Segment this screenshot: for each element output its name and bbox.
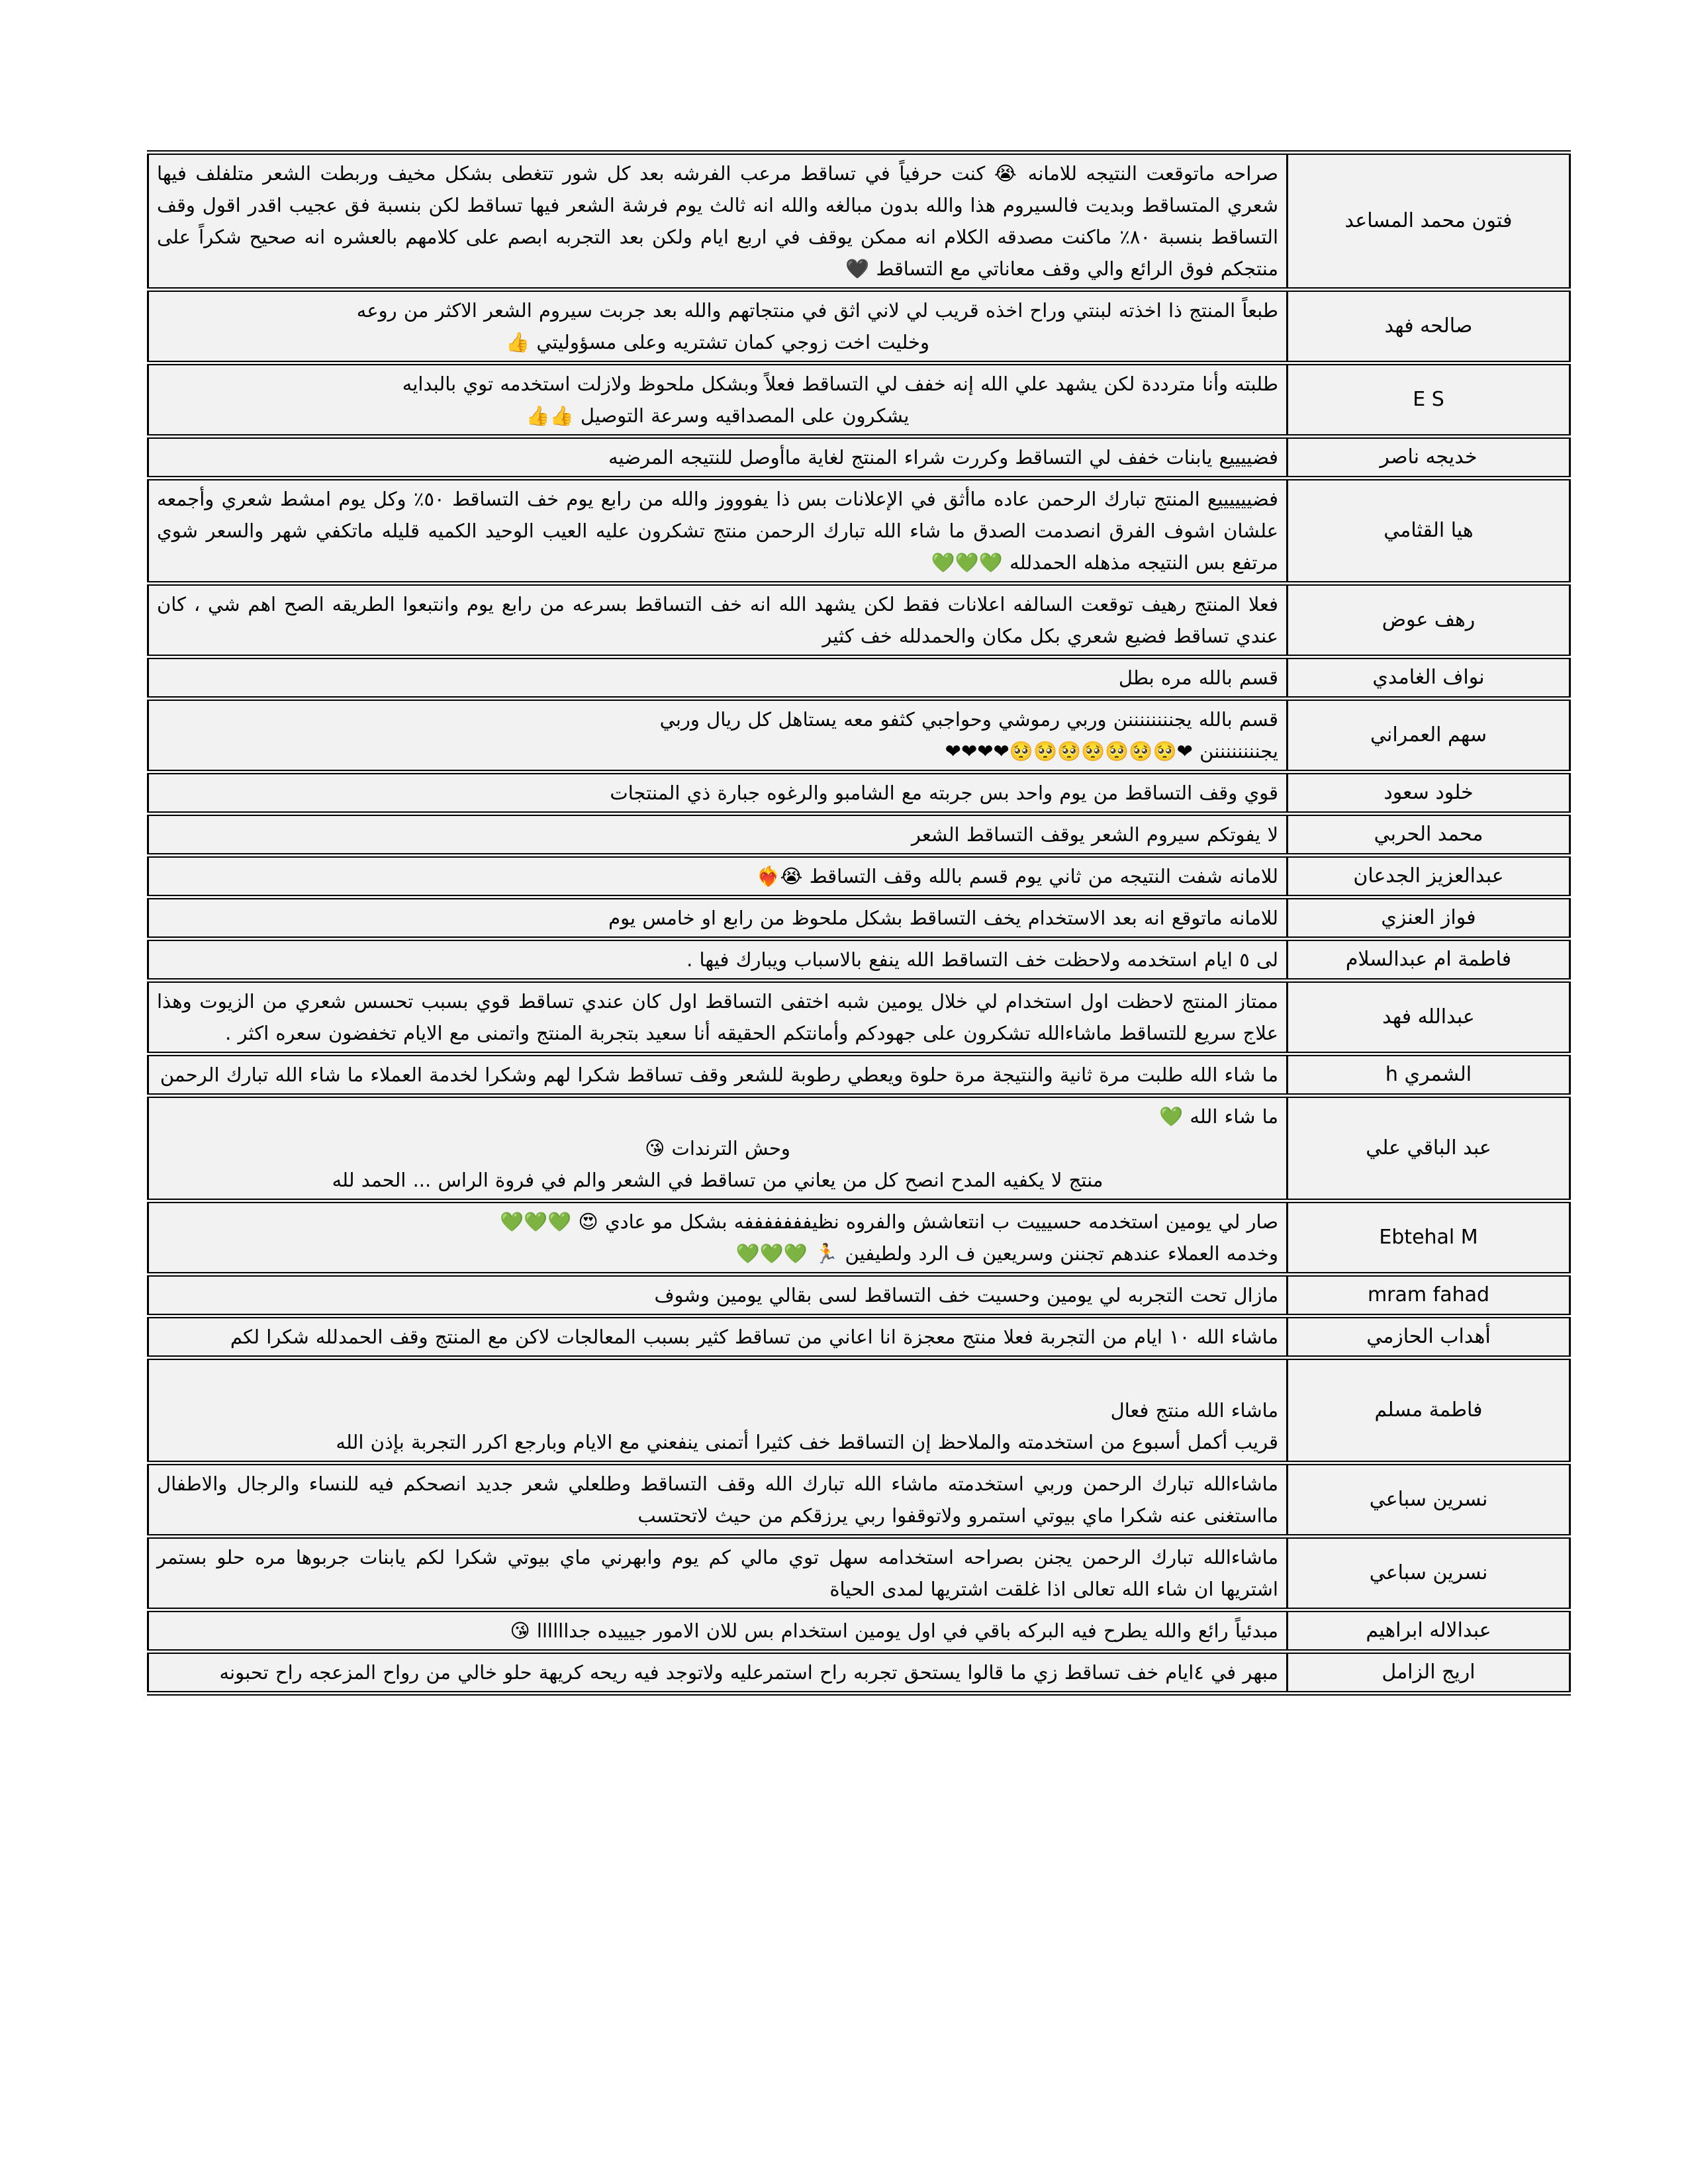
review-text-cell [148,814,1288,856]
reviewer-name-cell: عبدالعزيز الجدعان [1288,856,1570,897]
table-row [148,437,1570,478]
review-text-cell [148,699,1288,772]
reviewer-name-cell: رهف عوض [1288,584,1570,657]
review-line: وخدمه العملاء عندهم تجننن وسريعين ف الرد ولطيفين 🏃 💚💚💚 [735,1242,1278,1265]
table-row [148,1201,1570,1275]
review-text-cell [148,584,1288,657]
review-line: للامانه ماتوقع انه بعد الاستخدام يخف التساقط بشكل ملحوظ من رابع او خامس يوم [608,907,1278,929]
review-text-cell [148,1201,1288,1275]
reviewer-name-cell: mram fahad [1288,1275,1570,1316]
review-line: ماشاء الله ١٠ ايام من التجربة فعلا منتج معجزة انا اعاني من تساقط كثير بسبب المعالجات لاكن مع المنتج وقف الحمدلله شكرا لكم [230,1326,1278,1348]
review-line: يجننننننننن ❤🥺🥺🥺🥺🥺🥺🥺❤❤❤❤ [945,740,1278,762]
table-row [148,981,1570,1054]
reviewer-name-cell: خلود سعود [1288,772,1570,814]
review-line: قريب أكمل أسبوع من استخدمته والملاحظ إن التساقط خف كثيرا أتمنى ينفعني مع الايام وبارجع اكرر التجربة بإذن الله [336,1431,1278,1453]
table-row [148,856,1570,897]
review-text-cell [148,897,1288,939]
review-line: وخليت اخت زوجي كمان تشتريه وعلى مسؤوليتي 👍 [506,331,929,353]
reviewer-name-cell: عبدالله فهد [1288,981,1570,1054]
reviewer-name-cell: فاطمة ام عبدالسلام [1288,939,1570,981]
review-text-cell [148,1463,1288,1537]
reviewer-name-cell: فاطمة مسلم [1288,1358,1570,1463]
table-row [148,478,1570,584]
review-line: يشكرون على المصداقيه وسرعة التوصيل 👍👍 [526,404,910,427]
reviewer-name-cell: هيا القثامي [1288,478,1570,584]
table-row [148,1316,1570,1358]
review-text-cell [148,1096,1288,1201]
reviewer-name-cell: عبد الباقي علي [1288,1096,1570,1201]
reviewer-name-cell: أهداب الحازمي [1288,1316,1570,1358]
review-line: طلبته وأنا مترددة لكن يشهد علي الله إنه خفف لي التساقط فعلاً وبشكل ملحوظ ولازلت استخدمه توي بالبدايه [402,373,1278,395]
review-text-cell [148,1316,1288,1358]
review-line: ما شاء الله 💚 [1159,1105,1278,1128]
review-text-cell [148,981,1288,1054]
table-row [148,1652,1570,1694]
table-row [148,1096,1570,1201]
review-line: ممتاز المنتج لاحظت اول استخدام لي خلال يومين شبه اختفى التساقط اول كان عندي تساقط قوي بسبب تحسس شعري من الزيوت وهذا علاج سريع للتساقط ماشاءالله تشكرون على جهودكم وأمانتكم الحقيقه أنا سعيد بتجربة المنتج واتمنى مع الايام تخفضون سعره اكثر . [157,990,1278,1044]
table-row [148,1463,1570,1537]
review-line: مازال تحت التجربه لي يومين وحسيت خف التساقط لسى بقالي يومين وشوف [654,1284,1278,1306]
table-row [148,290,1570,363]
review-line: ما شاء الله طلبت مرة ثانية والنتيجة مرة حلوة ويعطي رطوبة للشعر وقف تساقط شكرا لهم وشكرا لخدمة العملاء ما شاء الله تبارك الرحمن [160,1064,1278,1086]
table-row [148,699,1570,772]
table-row [148,584,1570,657]
review-line: للامانه شفت النتيجه من ثاني يوم قسم بالله وقف التساقط 😭❤️‍🔥 [756,865,1278,887]
table-row [148,897,1570,939]
review-line: لى ٥ ايام استخدمه ولاحظت خف التساقط الله ينفع بالاسباب ويبارك فيها . [686,948,1278,971]
reviewer-name-cell: صالحه فهد [1288,290,1570,363]
reviewer-name-cell: نواف الغامدي [1288,657,1570,699]
reviews-table-body [148,153,1570,1694]
review-line: منتج لا يكفيه المدح انصح كل من يعاني من تساقط في الشعر والم في فروة الراس ... الحمد لله [332,1169,1103,1191]
table-row [148,1054,1570,1096]
table-row [148,363,1570,437]
table-row [148,772,1570,814]
review-line: قسم بالله مره بطل [1118,666,1278,689]
review-line: لا يفوتكم سيروم الشعر يوقف التساقط الشعر [911,823,1278,846]
reviewer-name-cell: اريج الزامل [1288,1652,1570,1694]
review-line: قسم بالله يجننننننننن وربي رموشي وحواجبي كثفو معه يستاهل كل ريال وربي [659,708,1278,731]
review-line: طبعاً المنتج ذا اخذته لبنتي وراح اخذه قريب لي لاني اثق في منتجاتهم والله بعد جربت سيروم الشعر الاكثر من روعه [356,299,1278,322]
review-line: فعلا المنتج رهيف توقعت السالفه اعلانات فقط لكن يشهد الله انه خف التساقط بسرعه من رابع يوم وانتبعوا الطريقه الصح اهم شي ، كان عندي تساقط فضيع شعري بكل مكان والحمدلله خف كثير [157,593,1278,647]
reviewer-name-cell: سهم العمراني [1288,699,1570,772]
review-line: صراحه ماتوقعت النتيجه للامانه 😭 كنت حرفياً في تساقط مرعب الفرشه بعد كل شور تتغطى بشكل مخيف وربطت الشعر متلفلف فيها شعري المتساقط وبديت فالسيروم هذا والله بدون مبالغه والله انه ثالث يوم فرشة الشعر فيها تساقط لكن بنسبة فق عجيب اقدر اقول وقف التساقط بنسبة ٨٠٪ ماكنت مصدقه الكلام انه ممكن يوقف في اربع ايام ولكن بعد التجربه ابصم على كلامهم بالعشره انه صحيح شكراً على منتجكم فوق الرائع والي وقف معاناتي مع التساقط 🖤 [157,162,1278,280]
reviewer-name-cell: فتون محمد المساعد [1288,153,1570,290]
review-text-cell [148,657,1288,699]
review-text-cell [148,1610,1288,1652]
review-line: ماشاء الله منتج فعال [1110,1399,1278,1422]
review-line: قوي وقف التساقط من يوم واحد بس جربته مع الشامبو والرغوه جبارة ذي المنتجات [610,782,1278,804]
reviewer-name-cell: Ebtehal M [1288,1201,1570,1275]
review-line: ماشاءالله تبارك الرحمن وربي استخدمته ماشاء الله تبارك الله وقف التساقط وطلعلي شعر جديد انصحكم فيه للنساء والرجال والاطفال مااستغنى عنه شكرا ماي بيوتي استمرو ولاتوقفوا ربي يرزقكم من حيث لاتحتسب [157,1473,1278,1527]
review-text-cell [148,1275,1288,1316]
review-text-cell [148,772,1288,814]
review-line: مبدئياً رائع والله يطرح فيه البركه باقي في اول يومين استخدام بس للان الامور جيييده جداااااا 😘 [510,1619,1278,1642]
review-line: فضييييييع المنتج تبارك الرحمن عاده ماأثق في الإعلانات بس ذا يفوووز والله من رابع يوم خف التساقط ٥٠٪ وكل يوم امشط شعري وأجمعه علشان اشوف الفرق انصدمت الصدق ما شاء الله تبارك الرحمن منتج تشكرون عليه العيب الوحيد الكميه قليله ماتكفي شهر والسعر شوي مرتفع بس النتيجه مذهله الحمدلله 💚💚💚 [157,488,1278,574]
table-row [148,1358,1570,1463]
review-text-cell [148,437,1288,478]
review-text-cell [148,363,1288,437]
review-text-cell [148,939,1288,981]
review-line: فضييييع يابنات خفف لي التساقط وكررت شراء المنتج لغاية ماأوصل للنتيجه المرضيه [608,446,1278,469]
review-line: ماشاءالله تبارك الرحمن يجنن بصراحه استخدامه سهل توي مالي كم يوم وابهرني ماي بيوتي شكرا لكم يابنات جربوها مره حلو بستمر اشتريها ان شاء الله تعالى اذا غلقت اشتريها لمدى الحياة [157,1546,1278,1600]
review-text-cell [148,290,1288,363]
review-text-cell [148,856,1288,897]
table-row [148,153,1570,290]
review-line [157,1363,1278,1394]
reviewer-name-cell: نسرين سباعي [1288,1537,1570,1610]
review-text-cell [148,1054,1288,1096]
reviewer-name-cell: الشمري h [1288,1054,1570,1096]
reviewer-name-cell: خديجه ناصر [1288,437,1570,478]
table-row [148,1275,1570,1316]
table-row [148,1537,1570,1610]
table-row [148,1610,1570,1652]
review-line: مبهر في ٤ايام خف تساقط زي ما قالوا يستحق تجربه راح استمرعليه ولاتوجد فيه ريحه كريهة حلو خالي من رواح المزعجه راح تحبونه [219,1661,1278,1684]
reviewer-name-cell: محمد الحربي [1288,814,1570,856]
review-text-cell [148,1652,1288,1694]
review-text-cell [148,1537,1288,1610]
review-text-cell [148,478,1288,584]
reviewer-name-cell: E S [1288,363,1570,437]
reviewer-name-cell: فواز العنزي [1288,897,1570,939]
reviews-table [147,150,1571,1696]
reviewer-name-cell: عبدالاله ابراهيم [1288,1610,1570,1652]
review-line: وحش الترندات 😘 [645,1137,790,1160]
review-text-cell [148,153,1288,290]
table-row [148,939,1570,981]
review-text-cell [148,1358,1288,1463]
reviewer-name-cell: نسرين سباعي [1288,1463,1570,1537]
table-row [148,657,1570,699]
review-line: صار لي يومين استخدمه حسيييت ب انتعاشش والفروه نظيفففففففه بشكل مو عادي 😍 💚💚💚 [499,1210,1278,1233]
table-row [148,814,1570,856]
